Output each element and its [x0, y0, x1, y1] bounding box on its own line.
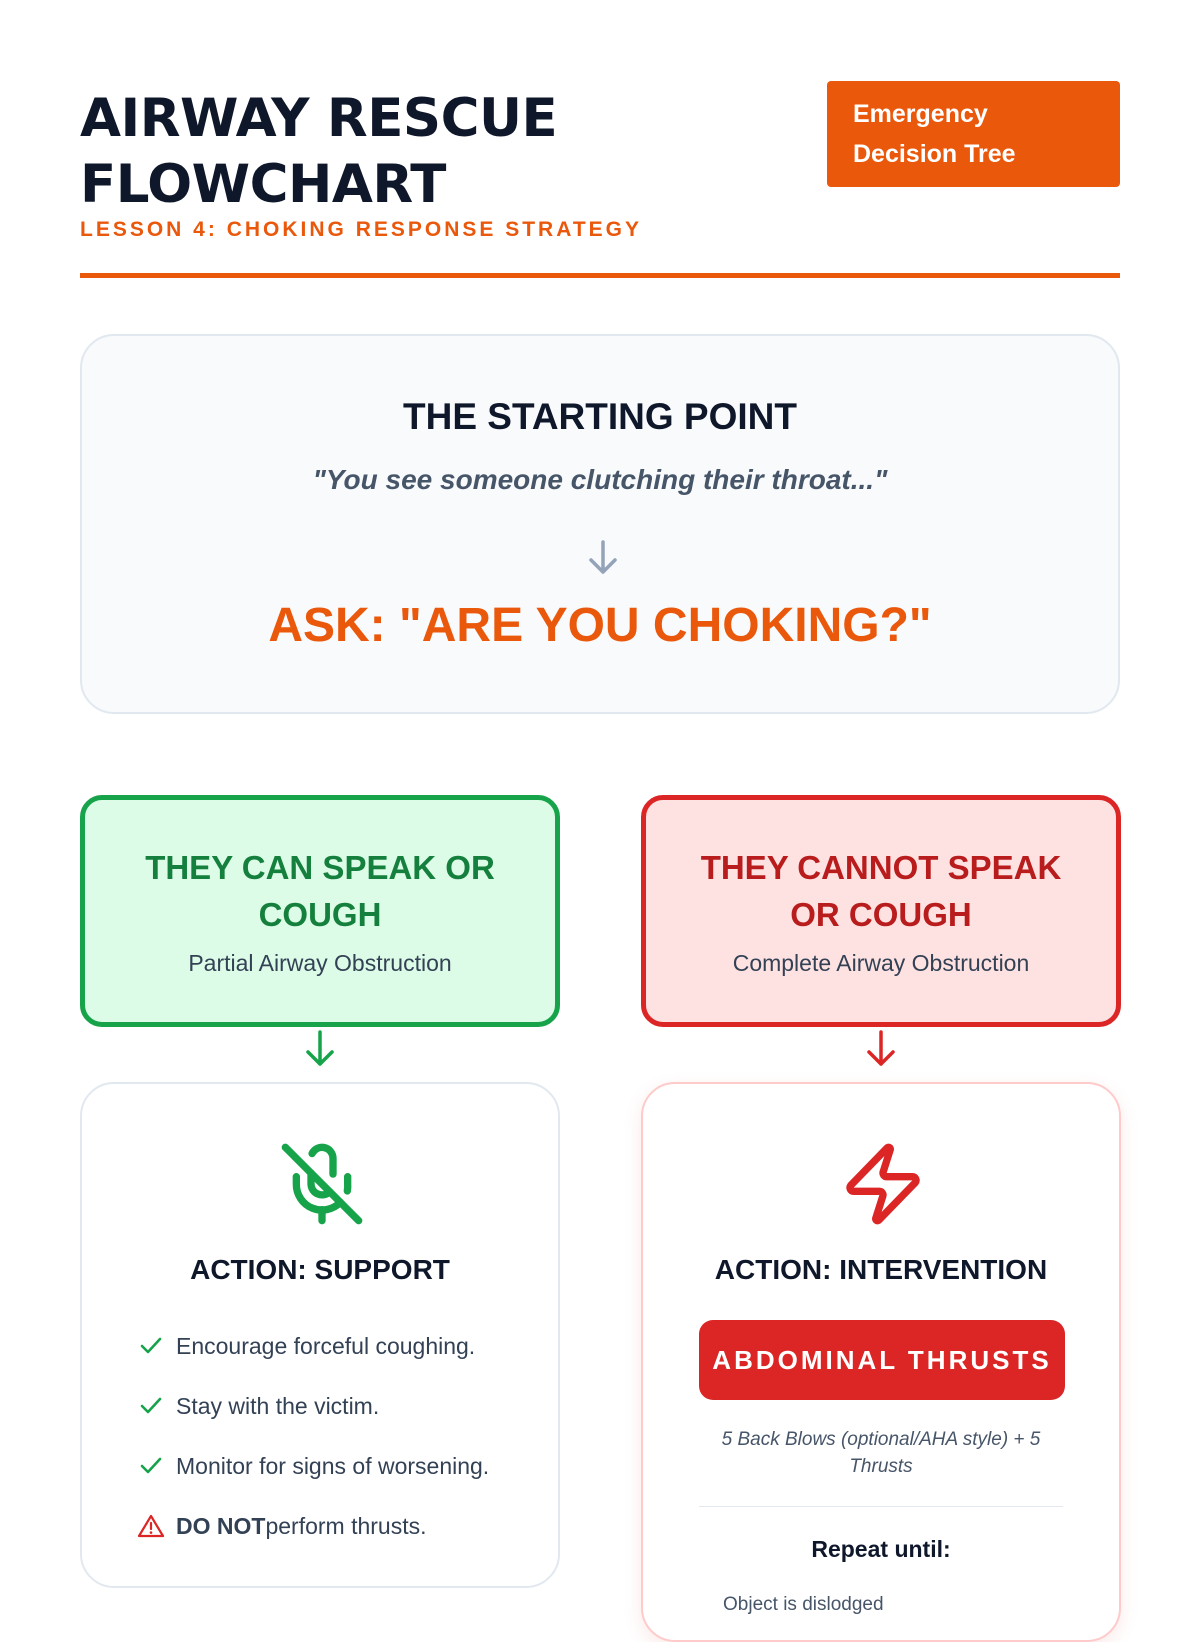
- condition-can-speak: [80, 795, 560, 1027]
- condition-title: THEY CAN SPEAK OR COUGH: [145, 849, 495, 933]
- action-title: ACTION: SUPPORT: [190, 1254, 450, 1285]
- starting-point-card: [80, 334, 1120, 714]
- abdominal-thrusts-button[interactable]: ABDOMINAL THRUSTS: [699, 1320, 1065, 1400]
- check-icon: [138, 1334, 176, 1358]
- card-divider: [699, 1506, 1063, 1507]
- condition-subtitle: Partial Airway Obstruction: [188, 950, 452, 976]
- list-item: [138, 1316, 489, 1376]
- warning-text: perform thrusts.: [265, 1512, 427, 1539]
- arrow-down-icon: [861, 1030, 901, 1068]
- repeat-item: Object is dislodged: [723, 1594, 884, 1615]
- condition-subtitle: Complete Airway Obstruction: [732, 950, 1030, 976]
- warning-icon: [138, 1514, 176, 1538]
- emergency-tag-badge: Emergency Decision Tree: [827, 81, 1120, 187]
- condition-title: THEY CANNOT SPEAK OR COUGH: [700, 849, 1062, 933]
- action-support-card: [80, 1082, 560, 1588]
- page-title: AIRWAY RESCUE FLOWCHART: [80, 88, 558, 215]
- check-icon: [138, 1394, 176, 1418]
- action-intervention-card: [641, 1082, 1121, 1642]
- page-subtitle: LESSON 4: CHOKING RESPONSE STRATEGY: [80, 218, 643, 241]
- list-item-text: Stay with the victim.: [176, 1392, 380, 1419]
- starting-point-quote: "You see someone clutching their throat...": [312, 464, 888, 495]
- condition-cannot-speak: [641, 795, 1121, 1027]
- repeat-label: Repeat until:: [811, 1536, 951, 1562]
- ask-question: ASK: "ARE YOU CHOKING?": [268, 599, 932, 652]
- list-item-text: Encourage forceful coughing.: [176, 1332, 476, 1359]
- check-icon: [138, 1454, 176, 1478]
- action-title: ACTION: INTERVENTION: [714, 1254, 1048, 1285]
- list-item: [138, 1436, 489, 1496]
- starting-point-heading: THE STARTING POINT: [403, 396, 797, 437]
- list-item: [138, 1376, 489, 1436]
- list-item-text: Monitor for signs of worsening.: [176, 1452, 490, 1479]
- lightning-bolt-icon: [839, 1140, 927, 1228]
- list-item-warning: [138, 1496, 489, 1556]
- arrow-down-icon: [583, 538, 623, 578]
- header-divider: [80, 273, 1120, 278]
- warning-emphasis: DO NOT: [176, 1512, 266, 1539]
- arrow-down-icon: [300, 1030, 340, 1068]
- support-checklist: [138, 1316, 489, 1556]
- mic-off-icon: [278, 1140, 366, 1228]
- thrusts-note: 5 Back Blows (optional/AHA style) + 5 Thrusts: [721, 1429, 1041, 1477]
